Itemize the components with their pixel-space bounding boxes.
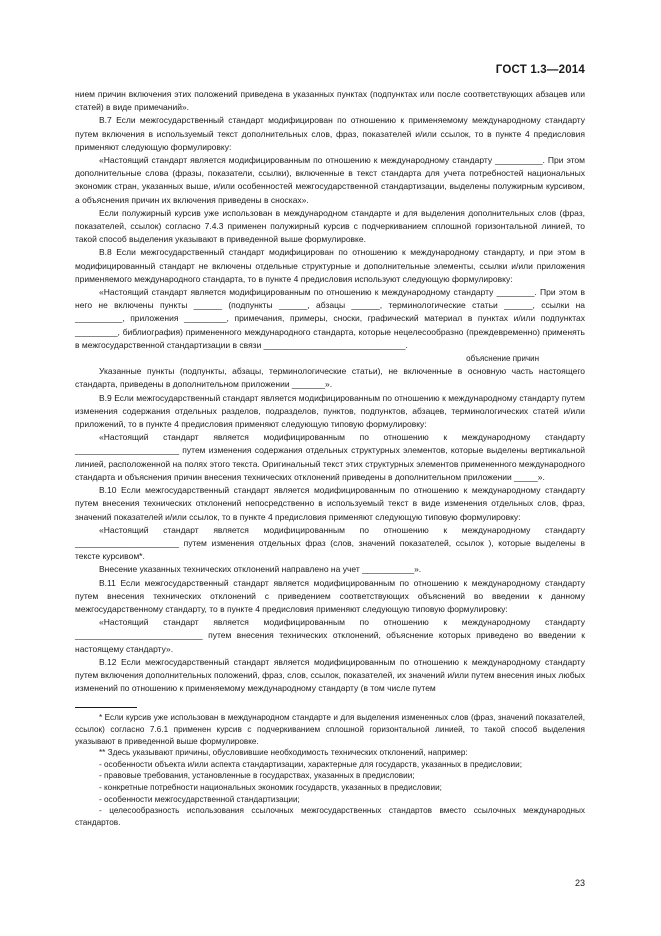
paragraph-b7-formula: «Настоящий стандарт является модифицированным по отношению к международному стандарту __________. При этом дополнительные слова (фразы, показатели, ссылки), включенные в текст стандарта для учета потребностей национальных экономик стран, указанных выше, и/или особенностей межгосударственной стандартизации, выделены полужирным курсивом, а объяснения причин их включения приведены в сносках». bbox=[75, 155, 585, 205]
footnote-1: * Если курсив уже использован в международном стандарте и для выделения измененных слов (фраз, значений показателей, ссылок) согласно 7.6.1 применен курсив с подчеркиванием сплошной горизонтальной линией, то такой способ выделения указывают в приведенной выше формулировке. bbox=[75, 713, 585, 746]
footnote-item: - особенности объекта и/или аспекта стандартизации, характерные для государств, указанных в предисловии; bbox=[99, 759, 522, 769]
footnote-item: - особенности межгосударственной стандартизации; bbox=[99, 794, 300, 804]
paragraph-b10: В.10 Если межгосударственный стандарт является модифицированным по отношению к международному стандарту путем внесения технических отклонений непосредственно в используемый текст в виде изменения отдельных слов, фраз, значений показателей и/или ссылок, то в пункте 4 предисловия применяют следующую типовую формулировку: bbox=[75, 485, 585, 522]
page-number: 23 bbox=[574, 878, 585, 888]
paragraph-b9-formula: «Настоящий стандарт является модифицированным по отношению к международному стандарту ______________________ путем изменения содержания отдельных структурных элементов, которые выделены вертикальной линией, расположенной на полях этого текста. Оригинальный текст этих структурных элементов примененного международного стандарта и объяснения причин внесения технических отклонений приведены в дополнительном приложении _____». bbox=[75, 432, 585, 482]
footnote-item: - конкретные потребности национальных экономик государств, указанных в предисловии; bbox=[99, 782, 442, 792]
paragraph-b9: В.9 Если межгосударственный стандарт является модифицированным по отношению к международному стандарту путем изменения содержания отдельных разделов, подразделов, пунктов, подпунктов, абзацев, терминологических статей и/или приложений, то в пункте 4 предисловия применяют следующую типовую формулировку: bbox=[75, 392, 585, 430]
footnotes bbox=[75, 712, 585, 828]
footnote-item: - правовые требования, установленные в государствах, указанных в предисловии; bbox=[99, 771, 415, 781]
footnote-separator bbox=[75, 707, 137, 708]
paragraph-b8-appendix: Указанные пункты (подпункты, абзацы, терминологические статьи), не включенные в основную часть настоящего стандарта, приведены в дополнительном приложении _______». bbox=[75, 366, 585, 390]
paragraph-b11-formula: «Настоящий стандарт является модифицированным по отношению к международному стандарту ___________________________ путем внесения технических отклонений, объяснение которых приведено во введении к настоящему стандарту». bbox=[75, 617, 585, 654]
paragraph-b11: В.11 Если межгосударственный стандарт является модифицированным по отношению к международному стандарту путем внесения технических отклонений с приведением соответствующих объяснений во введении к данному межгосударственному стандарту, то в пункте 4 предисловия применяют следующую типовую формулировку: bbox=[75, 577, 585, 614]
paragraph-b7: В.7 Если межгосударственный стандарт модифицирован по отношению к применяемому международному стандарту путем включения в используемый текст дополнительных слов, фраз, показателей и/или ссылок, то в пункте 4 предисловия применяют следующую формулировку: bbox=[75, 115, 585, 152]
caption-reason: объяснение причин bbox=[466, 354, 539, 364]
paragraph-b8: В.8 Если межгосударственный стандарт модифицирован по отношению к международному стандарту, и при этом в модифицированный стандарт не включены отдельные структурные и дополнительные элементы, ссылки и/или приложения применяемого международного стандарта, то в пункте 4 предисловия используют следующую формулировку: bbox=[75, 247, 585, 284]
document-id-header: ГОСТ 1.3—2014 bbox=[495, 64, 585, 76]
paragraph-b12: В.12 Если межгосударственный стандарт является модифицированным по отношению к международному стандарту путем включения дополнительных положений, фраз, слов, ссылок, показателей, их значений и/или путем внесения иных любых изменений по отношению к применяемому международному стандарту (в том числе путем bbox=[75, 656, 585, 694]
paragraph-continuation: нием причин включения этих положений приведена в указанных пунктах (подпунктах или после соответствующих абзацев или статей) в виде примечаний». bbox=[75, 89, 585, 113]
paragraph-b7-note: Если полужирный курсив уже использован в международном стандарте и для выделения дополнительных слов (фраз, показателей, ссылок) согласно 7.4.3 применен полужирный курсив с подчеркиванием сплошной горизонтальной линией, то такой способ выделения указывают в приведенной выше формулировке. bbox=[75, 207, 585, 245]
paragraph-b10-note: Внесение указанных технических отклонений направлено на учет ___________». bbox=[99, 564, 422, 575]
footnote-2: ** Здесь указывают причины, обусловившие необходимость технических отклонений, например: bbox=[99, 748, 468, 758]
footnote-item: - целесообразность использования ссылочных межгосударственных стандартов вместо ссылочных международных стандартов. bbox=[75, 806, 585, 827]
paragraph-b10-formula: «Настоящий стандарт является модифицированным по отношению к международному стандарту ______________________ путем изменения отдельных фраз (слов, значений показателей, ссылок ), которые выделены в тексте курсивом*. bbox=[75, 524, 585, 562]
main-text bbox=[75, 88, 585, 695]
paragraph-b8-formula: «Настоящий стандарт является модифицированным по отношению к международному стандарту ________. При этом в него не включены пункты ______ (подпункты ______, абзацы ______, терминологические статьи ______, ссылки на __________, приложения _________, примечания, примеры, сноски, графический материал в пунктах и/или подпунктах _________, библиография) примененного международного стандарта, которые нецелесообразно (преждевременно) применять в межгосударственной стандартизации в связи ______________________________. bbox=[75, 287, 585, 350]
